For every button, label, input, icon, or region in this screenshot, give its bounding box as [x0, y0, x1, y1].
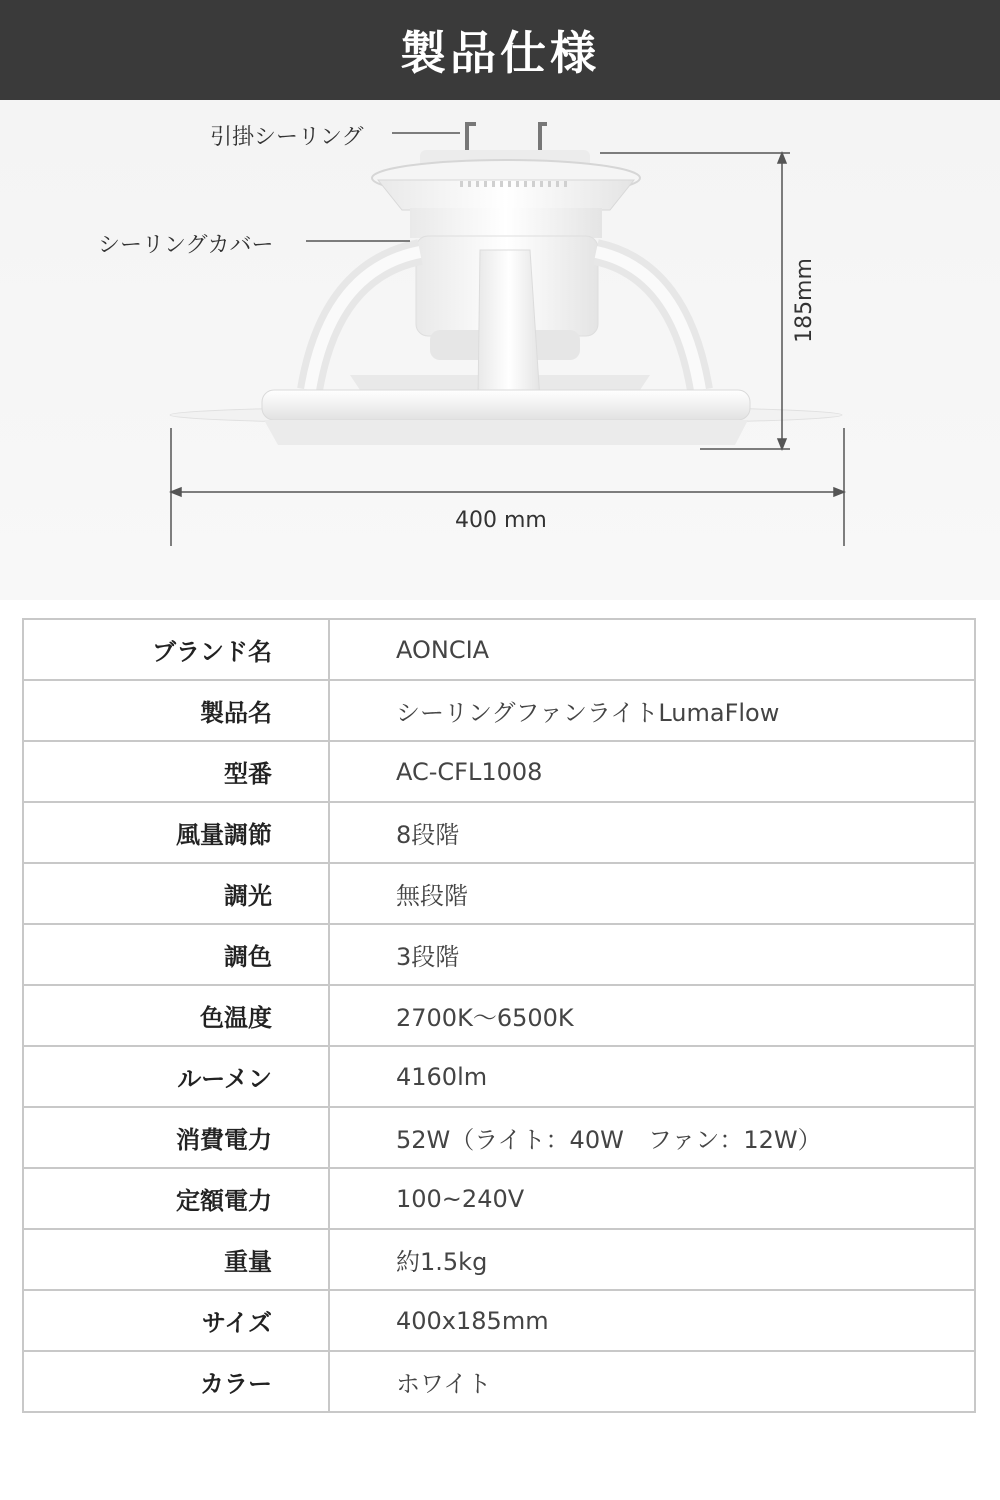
ceiling-cover-label: シーリングカバー — [98, 233, 274, 258]
table-row — [23, 680, 975, 741]
table-row — [23, 985, 975, 1046]
spec-key: 調光 — [23, 863, 329, 924]
spec-value: 100~240V — [329, 1168, 975, 1229]
table-row — [23, 1351, 975, 1412]
spec-value: ホワイト — [329, 1351, 975, 1412]
table-row — [23, 741, 975, 802]
spec-value: 52W（ライト：40W ファン：12W） — [329, 1107, 975, 1168]
spec-value: AC-CFL1008 — [329, 741, 975, 802]
spec-key: 定額電力 — [23, 1168, 329, 1229]
spec-key: カラー — [23, 1351, 329, 1412]
spec-value: 400x185mm — [329, 1290, 975, 1351]
spec-key: 調色 — [23, 924, 329, 985]
spec-key: 風量調節 — [23, 802, 329, 863]
table-row — [23, 1168, 975, 1229]
hook-ceiling-label: 引掛シーリング — [210, 125, 364, 150]
table-row — [23, 1107, 975, 1168]
spec-value: 4160lm — [329, 1046, 975, 1107]
spec-value: 3段階 — [329, 924, 975, 985]
ceiling-cover-shape — [372, 150, 640, 238]
spec-key: 消費電力 — [23, 1107, 329, 1168]
table-row — [23, 802, 975, 863]
page-title: 製品仕様 — [0, 0, 1000, 100]
table-row — [23, 924, 975, 985]
table-row — [23, 1046, 975, 1107]
spec-value: AONCIA — [329, 619, 975, 680]
product-diagram — [0, 100, 1000, 600]
spec-key: ブランド名 — [23, 619, 329, 680]
spec-key: ルーメン — [23, 1046, 329, 1107]
width-dimension-label: 400 mm — [455, 508, 547, 533]
light-ring-shape — [170, 390, 842, 445]
spec-value: 約1.5kg — [329, 1229, 975, 1290]
table-row — [23, 863, 975, 924]
spec-value: 無段階 — [329, 863, 975, 924]
spec-key: 重量 — [23, 1229, 329, 1290]
spec-key: サイズ — [23, 1290, 329, 1351]
spec-value: シーリングファンライトLumaFlow — [329, 680, 975, 741]
spec-table — [22, 618, 976, 1413]
spec-value: 2700K〜6500K — [329, 985, 975, 1046]
table-row — [23, 1229, 975, 1290]
height-dimension-label: 185mm — [791, 258, 817, 343]
table-row — [23, 619, 975, 680]
spec-key: 型番 — [23, 741, 329, 802]
spec-key: 色温度 — [23, 985, 329, 1046]
table-row — [23, 1290, 975, 1351]
spec-key: 製品名 — [23, 680, 329, 741]
spec-value: 8段階 — [329, 802, 975, 863]
